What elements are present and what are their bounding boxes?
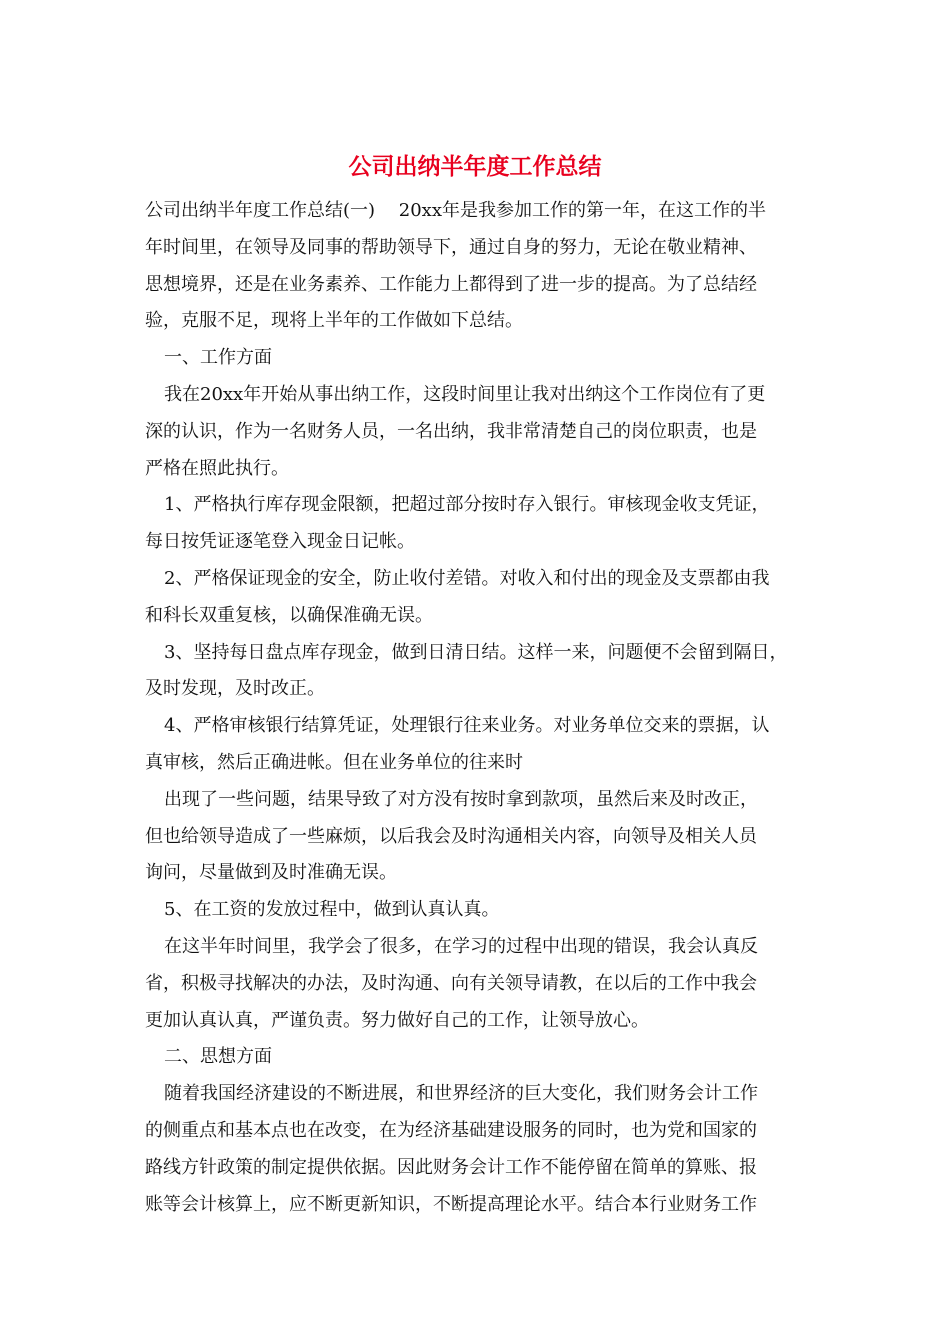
list-item-line: 3、坚持每日盘点库存现金，做到日清日结。这样一来，问题便不会留到隔日， [164, 641, 788, 663]
paragraph-line: 更加认真认真，严谨负责。努力做好自己的工作，让领导放心。 [145, 1009, 649, 1031]
paragraph-line: 公司出纳半年度工作总结(一) 20xx年是我参加工作的第一年，在这工作的半 [145, 200, 766, 221]
document-body [145, 193, 817, 1223]
paragraph-line: 思想境界，还是在业务素养、工作能力上都得到了进一步的提高。为了总结经 [145, 273, 757, 295]
list-item-line: 真审核，然后正确进帐。但在业务单位的往来时 [145, 751, 523, 773]
paragraph-line: 我在20xx年开始从事出纳工作，这段时间里让我对出纳这个工作岗位有了更 [164, 383, 766, 405]
list-item-line: 5、在工资的发放过程中，做到认真认真。 [164, 899, 500, 921]
paragraph-line: 年时间里，在领导及同事的帮助领导下，通过自身的努力，无论在敬业精神、 [145, 236, 757, 258]
document-title: 公司出纳半年度工作总结 [348, 154, 602, 180]
paragraph-line: 随着我国经济建设的不断进展，和世界经济的巨大变化，我们财务会计工作 [164, 1083, 758, 1105]
paragraph-line: 严格在照此执行。 [145, 457, 289, 479]
paragraph-line: 但也给领导造成了一些麻烦，以后我会及时沟通相关内容，向领导及相关人员 [145, 825, 757, 847]
list-item-line: 4、严格审核银行结算凭证，处理银行往来业务。对业务单位交来的票据，认 [164, 715, 770, 737]
paragraph-line: 验，克服不足，现将上半年的工作做如下总结。 [145, 310, 523, 332]
paragraph-line: 账等会计核算上，应不断更新知识，不断提高理论水平。结合本行业财务工作 [145, 1193, 757, 1215]
list-item-line: 和科长双重复核，以确保准确无误。 [145, 604, 433, 626]
list-item-line: 2、严格保证现金的安全，防止收付差错。对收入和付出的现金及支票都由我 [164, 567, 770, 589]
list-item-line: 1、严格执行库存现金限额，把超过部分按时存入银行。审核现金收支凭证， [164, 494, 770, 516]
paragraph-line: 的侧重点和基本点也在改变，在为经济基础建设服务的同时，也为党和国家的 [145, 1119, 757, 1141]
paragraph-line: 询问，尽量做到及时准确无误。 [145, 862, 397, 884]
paragraph-line: 出现了一些问题，结果导致了对方没有按时拿到款项，虽然后来及时改正， [164, 788, 758, 810]
paragraph-line: 深的认识，作为一名财务人员，一名出纳，我非常清楚自己的岗位职责，也是 [145, 420, 757, 442]
paragraph-line: 在这半年时间里，我学会了很多，在学习的过程中出现的错误，我会认真反 [164, 935, 758, 957]
section-heading: 二、思想方面 [164, 1046, 272, 1068]
list-item-line: 及时发现，及时改正。 [145, 678, 325, 700]
list-item-line: 每日按凭证逐笔登入现金日记帐。 [145, 531, 415, 553]
paragraph-line: 省，积极寻找解决的办法，及时沟通、向有关领导请教，在以后的工作中我会 [145, 972, 757, 994]
paragraph-line: 路线方针政策的制定提供依据。因此财务会计工作不能停留在简单的算账、报 [145, 1156, 757, 1178]
section-heading: 一、工作方面 [164, 347, 272, 369]
